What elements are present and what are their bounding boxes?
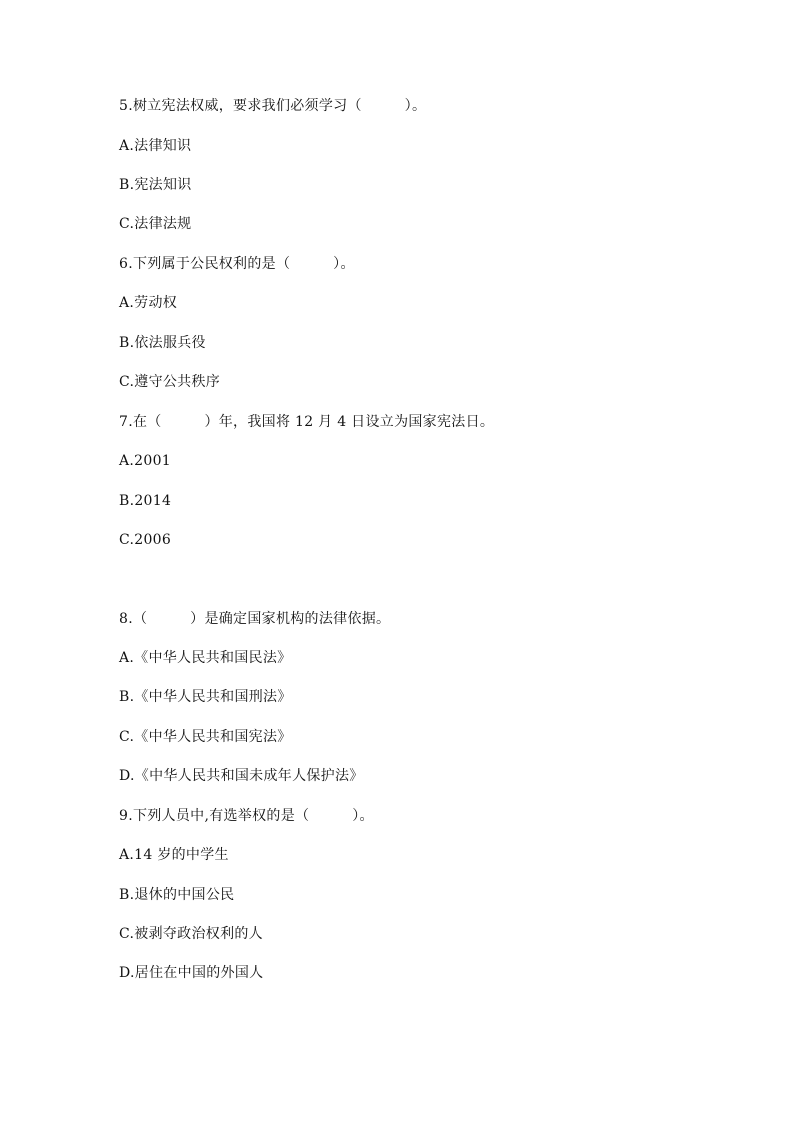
question-5-option-c: C.法律法规	[119, 216, 192, 232]
question-8-option-d: D.《中华人民共和国未成年人保护法》	[119, 768, 364, 784]
question-7-option-c: C.2006	[119, 532, 172, 548]
question-5-stem: 5.树立宪法权威，要求我们必须学习（ ）。	[119, 98, 427, 114]
question-9-option-d: D.居住在中国的外国人	[119, 965, 264, 981]
question-6-option-c: C.遵守公共秩序	[119, 374, 221, 390]
question-8-stem: 8.（ ）是确定国家机构的法律依据。	[119, 611, 391, 627]
question-8-option-b: B.《中华人民共和国刑法》	[119, 689, 292, 705]
question-9-stem: 9.下列人员中,有选举权的是（ ）。	[119, 808, 374, 824]
question-7-option-a: A.2001	[119, 453, 171, 469]
question-5-option-b: B.宪法知识	[119, 177, 192, 193]
question-5-option-a: A.法律知识	[119, 138, 192, 154]
question-8-option-a: A.《中华人民共和国民法》	[119, 650, 292, 666]
question-7-stem: 7.在（ ）年，我国将 12 月 4 日设立为国家宪法日。	[119, 414, 495, 430]
question-6-stem: 6.下列属于公民权利的是（ ）。	[119, 256, 355, 272]
question-9-option-b: B.退休的中国公民	[119, 887, 235, 903]
question-6-option-a: A.劳动权	[119, 295, 178, 311]
question-7-option-b: B.2014	[119, 493, 172, 509]
question-9-option-a: A.14 岁的中学生	[119, 847, 229, 863]
question-9-option-c: C.被剥夺政治权利的人	[119, 926, 263, 942]
question-8-option-c: C.《中华人民共和国宪法》	[119, 729, 292, 745]
question-6-option-b: B.依法服兵役	[119, 335, 206, 351]
